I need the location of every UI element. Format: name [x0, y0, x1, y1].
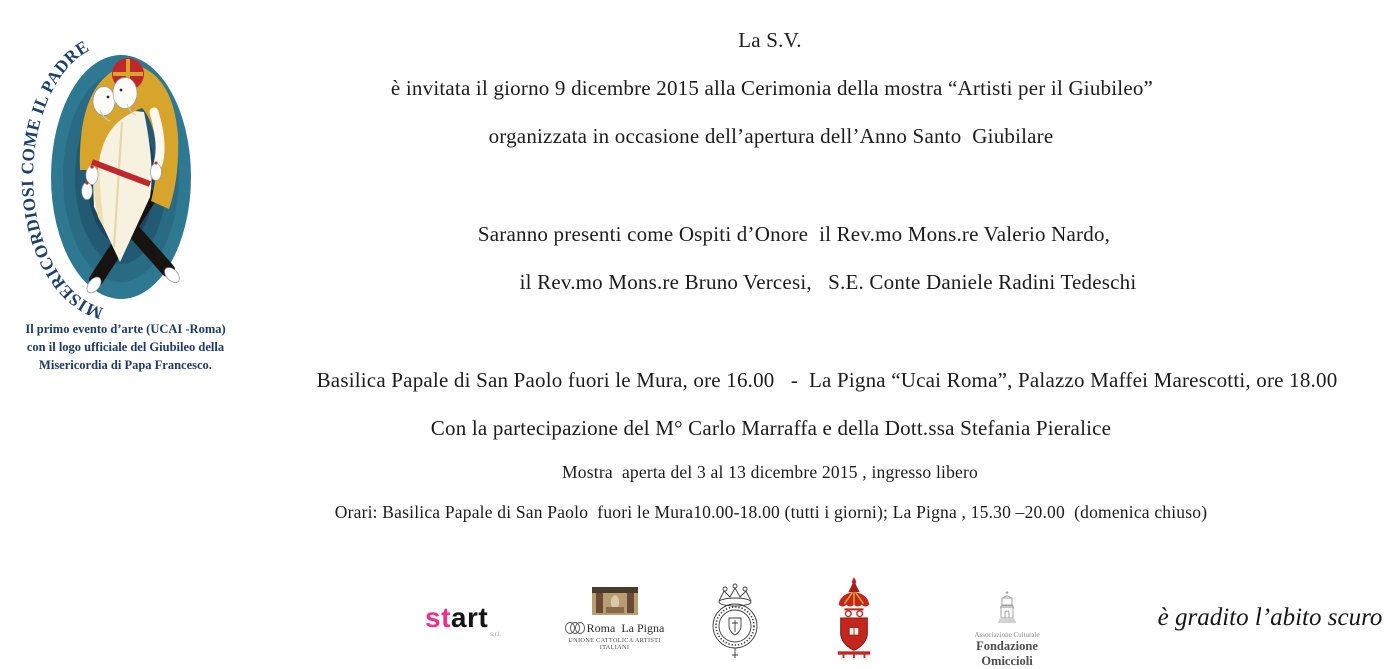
start-wordmark — [425, 604, 515, 632]
caption-line-1: Il primo evento d’arte (UCAI -Roma) — [25, 322, 226, 336]
la-pigna-title: Roma La Pigna — [586, 621, 665, 635]
start-suffix: art — [450, 602, 489, 633]
participation-line: Con la partecipazione del M° Carlo Marraffa e della Dott.ssa Stefania Pieralice — [430, 416, 1112, 440]
umbraculum-icon — [832, 576, 876, 658]
caption-line-2: con il logo ufficiale del Giubileo della — [26, 340, 225, 354]
occasion-line: organizzata in occasione dell’apertura dell’Anno Santo Giubilare — [488, 124, 1054, 148]
guests-line-2: il Rev.mo Mons.re Bruno Vercesi, S.E. Conte Daniele Radini Tedeschi — [519, 270, 1137, 294]
start-prefix: st — [425, 602, 451, 633]
salutation: La S.V. — [738, 28, 802, 52]
jubilee-logo-block — [8, 12, 248, 387]
opening-hours-line: Orari: Basilica Papale di San Paolo fuori le Mura10.00-18.00 (tutti i giorni); La Pigna , 15.30 –20.00 (domenica chiuso) — [334, 502, 1208, 522]
start-company-suffix: s.r.l. — [489, 632, 501, 638]
jubilee-of-mercy-logo — [8, 12, 243, 322]
umbraculum-logo — [832, 576, 876, 663]
omiccioli-emblem-icon — [994, 590, 1020, 624]
invite-line: è invitata il giorno 9 dicembre 2015 alla Cerimonia della mostra “Artisti per il Giubileo” — [390, 76, 1154, 100]
dress-code-note: è gradito l’abito scuro — [1157, 604, 1383, 631]
guests-line-1: Saranno presenti come Ospiti d’Onore il Rev.mo Mons.re Valerio Nardo, — [477, 222, 1111, 246]
exhibition-dates-line: Mostra aperta del 3 al 13 dicembre 2015 , ingresso libero — [562, 462, 978, 482]
la-pigna-painting-icon — [592, 587, 638, 615]
fondazione-omiccioli-logo — [952, 590, 1062, 669]
jubilee-logo-caption — [8, 320, 243, 374]
ucai-circles-icon — [565, 622, 585, 634]
omiccioli-foundation-label: Fondazione Omiccioli — [976, 639, 1038, 668]
crowned-seal-logo — [703, 582, 767, 663]
venues-line: Basilica Papale di San Paolo fuori le Mura, ore 16.00 - La Pigna “Ucai Roma”, Palazzo Maffei Marescotti, ore 18.00 — [316, 368, 1338, 392]
omiccioli-association-label: Associazione Culturale — [974, 631, 1040, 639]
jubilee-motto-arc: MISERICORDIOSI COME IL PADRE — [17, 35, 106, 322]
crowned-seal-icon — [703, 582, 767, 658]
ucai-la-pigna-logo — [562, 587, 667, 651]
caption-line-3: Misericordia di Papa Francesco. — [39, 358, 212, 372]
start-logo — [425, 604, 515, 638]
ucai-subtitle: UNIONE CATTOLICA ARTISTI ITALIANI — [568, 637, 661, 651]
